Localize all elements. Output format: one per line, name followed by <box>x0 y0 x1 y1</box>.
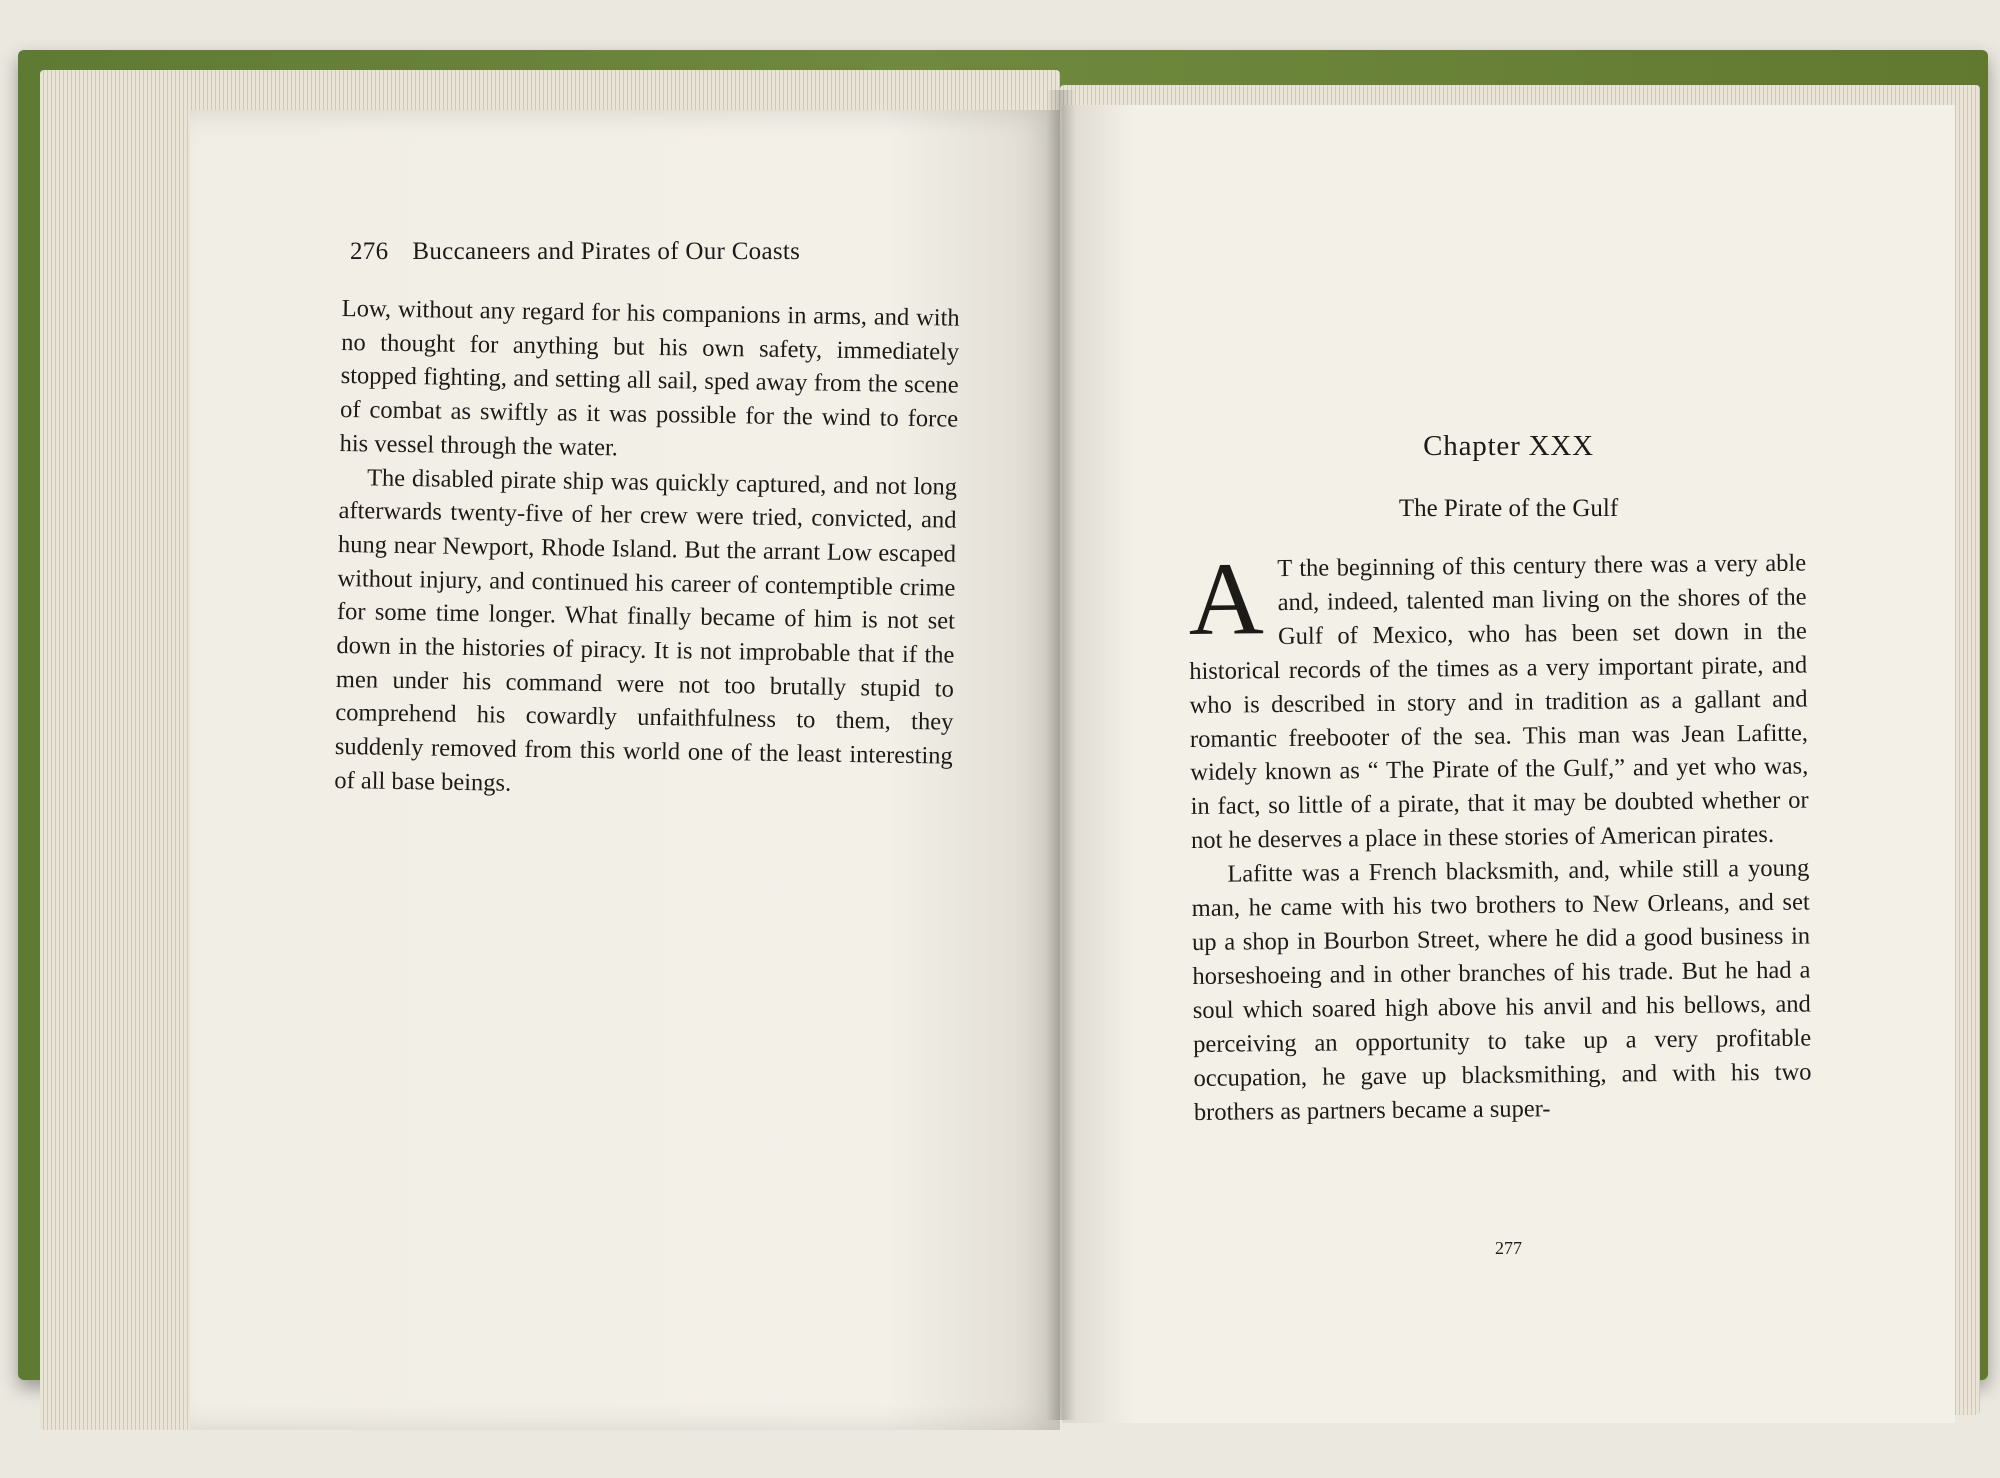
paragraph-text: T the beginning of this century there was a very able and, indeed, talented man living on the shores of the Gulf of Mexico, who has been set down in the historical records of the times as a very important pirate, and who is described in story and in tradition as a gallant and romantic freebooter of the sea. This man was Jean Lafitte, widely known as “ The Pirate of the Gulf,” and yet who was, in fact, so little of a pirate, that it may be doubted whether or not he deserves a place in these stories of American pirates. <box>1189 549 1809 855</box>
drop-cap: A <box>1187 541 1265 657</box>
left-page-text <box>334 292 960 807</box>
running-head <box>350 238 990 266</box>
left-page <box>190 110 1060 1430</box>
paragraph: The disabled pirate ship was quickly captured, and not long afterwards twenty-five of her crew were tried, convicted, and hung near Newport, Rhode Island. But the arrant Low escaped without injury, and continued his career of contemptible crime for some time longer. What finally became of him is not set down in the histories of piracy. It is not improbable that if the men under his command were not too brutally stupid to comprehend his cowardly unfaithfulness to them, they suddenly removed from this world one of the least interesting of all base beings. <box>334 463 958 797</box>
running-head-title: Buccaneers and Pirates of Our Coasts <box>412 238 801 265</box>
left-page-number: 276 <box>350 238 389 265</box>
paragraph <box>1187 541 1809 859</box>
chapter-number: Chapter XXX <box>1423 430 1594 462</box>
right-page <box>1062 105 1955 1423</box>
right-page-number: 277 <box>1495 1238 1522 1258</box>
paragraph: Lafitte was a French blacksmith, and, while still a young man, he came with his two brothers to New Orleans, and set up a shop in Bourbon Street, where he did a good business in horseshoeing and in other branches of his trade. But he had a soul which soared high above his anvil and his bellows, and perceiving an opportunity to take up a very profitable occupation, he gave up blacksmithing, and with his two brothers as partners became a super- <box>1191 854 1812 1126</box>
right-page-text <box>1187 541 1812 1130</box>
chapter-title: The Pirate of the Gulf <box>1398 495 1619 522</box>
book-gutter <box>1046 90 1076 1420</box>
paragraph: Low, without any regard for his companions in arms, and with no thought for anything but his own safety, immediately stopped fighting, and setting all sail, sped away from the scene of combat as swiftly as it was possible for the wind to force his vessel through the water. <box>339 294 960 462</box>
